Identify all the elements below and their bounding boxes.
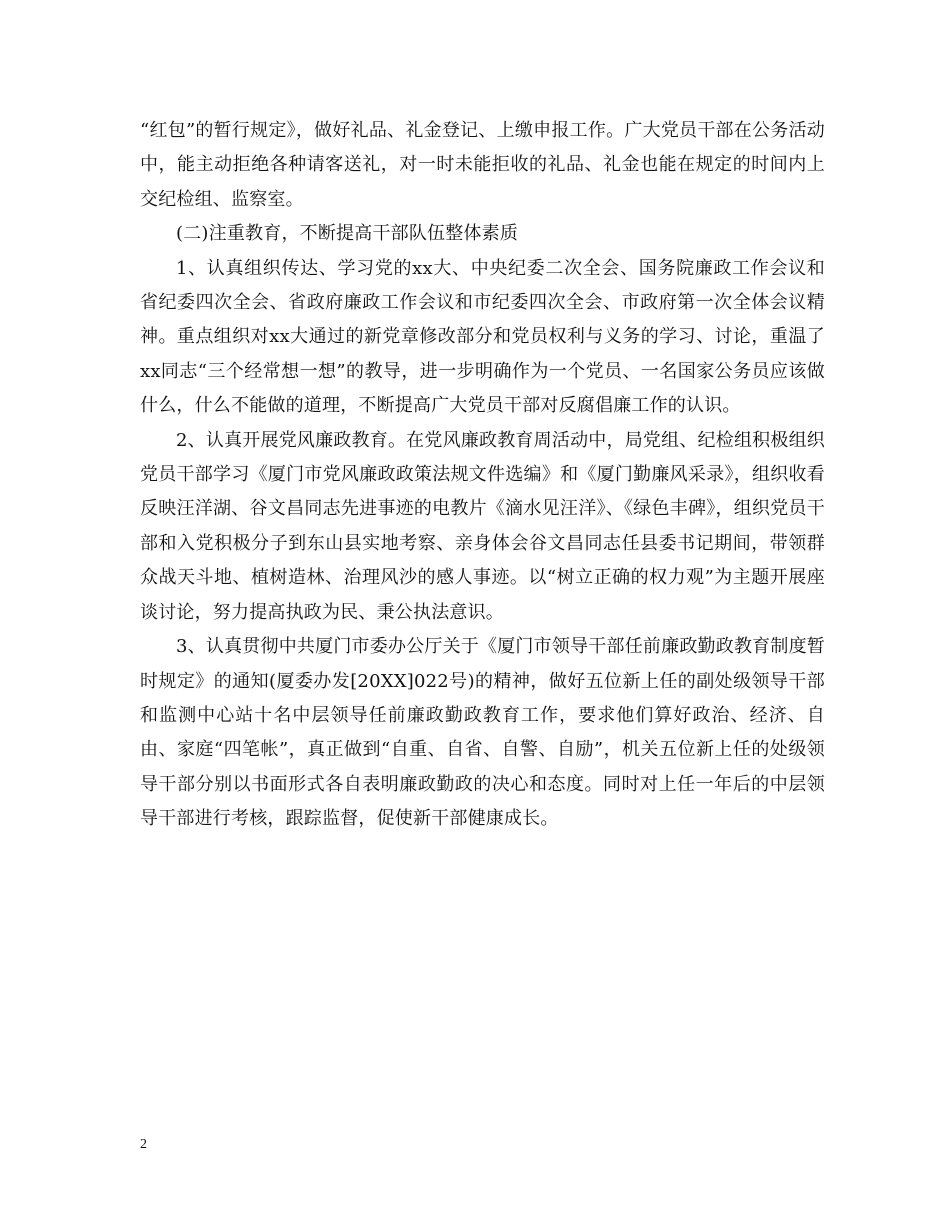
- paragraph-item-1: 1、认真组织传达、学习党的xx大、中央纪委二次全会、国务院廉政工作会议和省纪委四次全会、省政府廉政工作会议和市纪委四次全会、市政府第一次全体会议精神。重点组织对xx大通过的新党章修改部分和党员权利与义务的学习、讨论，重温了xx同志“三个经常想一想”的教导，进一步明确作为一个党员、一名国家公务员应该做什么，什么不能做的道理，不断提高广大党员干部对反腐倡廉工作的认识。: [140, 257, 825, 417]
- paragraph-continuation: “红包”的暂行规定》，做好礼品、礼金登记、上缴申报工作。广大党员干部在公务活动中，能主动拒绝各种请客送礼，对一时未能拒收的礼品、礼金也能在规定的时间内上交纪检组、监察室。: [140, 120, 825, 210]
- page-number: 2: [140, 1137, 147, 1152]
- paragraph-item-2: 2、认真开展党风廉政教育。在党风廉政教育周活动中，局党组、纪检组积极组织党员干部学习《厦门市党风廉政政策法规文件选编》和《厦门勤廉风采录》，组织收看反映汪洋湖、谷文昌同志先进事迹的电教片《滴水见汪洋》、《绿色丰碑》，组织党员干部和入党积极分子到东山县实地考察、亲身体会谷文昌同志任县委书记期间，带领群众战天斗地、植树造林、治理风沙的感人事迹。以“树立正确的权力观”为主题开展座谈讨论，努力提高执政为民、秉公执法意识。: [140, 429, 825, 623]
- paragraph-item-3: 3、认真贯彻中共厦门市委办公厅关于《厦门市领导干部任前廉政勤政教育制度暂时规定》的通知(厦委办发[20XX]022号)的精神，做好五位新上任的副处级领导干部和监测中心站十名中层领导任前廉政勤政教育工作，要求他们算好政治、经济、自由、家庭“四笔帐”，真正做到“自重、自省、自警、自励”，机关五位新上任的处级领导干部分别以书面形式各自表明廉政勤政的决心和态度。同时对上任一年后的中层领导干部进行考核，跟踪监督，促使新干部健康成长。: [140, 636, 825, 830]
- document-body: [140, 114, 825, 837]
- section-heading: (二)注重教育，不断提高干部队伍整体素质: [176, 223, 519, 245]
